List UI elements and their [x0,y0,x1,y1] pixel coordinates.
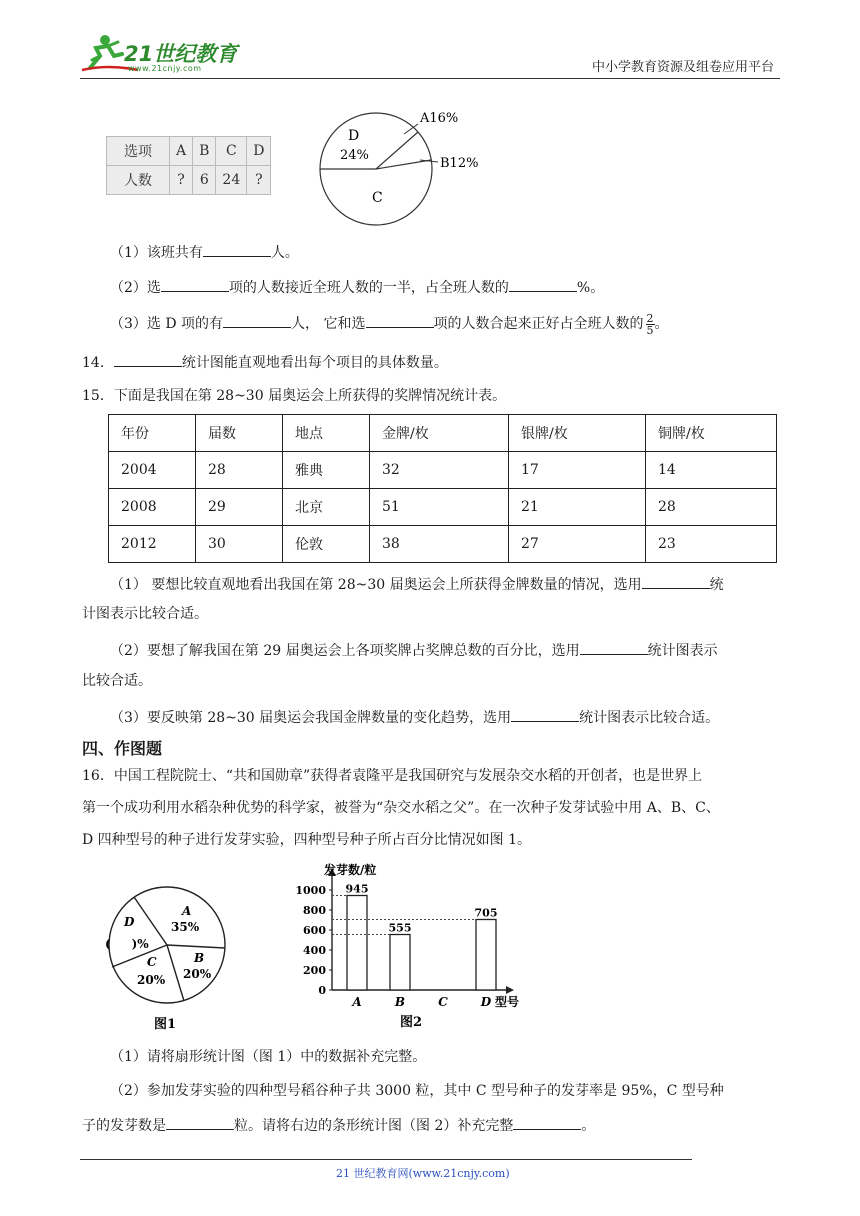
table-cell: ? [247,166,271,195]
q13-sub3-suffix: 项的人数合起来正好占全班人数的 [433,316,644,332]
q13-sub2-suffix: %。 [576,280,605,296]
answer-blank[interactable] [509,276,577,292]
table-cell: 24 [216,166,247,195]
fig1-label-d: D [124,915,135,929]
table-cell: 32 [370,452,509,489]
table-header: 铜牌/枚 [646,415,777,452]
table-cell: 51 [370,489,509,526]
medal-table [108,414,777,563]
q15-sub1-tail: 统 [709,577,724,593]
table-cell: 29 [196,489,283,526]
fig1-label-c: C [147,955,157,969]
q15-sub2-text: （2）要想了解我国在第 29 届奥运会上各项奖牌占奖牌总数的百分比，选用 [110,643,580,659]
table-cell: B [193,137,216,166]
table-header: 届数 [196,415,283,452]
answer-blank[interactable] [513,1114,581,1130]
bar-value-label: 555 [388,921,412,935]
table-cell: 北京 [283,489,370,526]
bar-value-label: 705 [474,906,498,920]
table-cell: 17 [509,452,646,489]
answer-blank[interactable] [161,276,229,292]
q15-sub1 [110,573,724,595]
q13-sub3-mid: 人， 它和选 [291,316,366,332]
q15-sub1-text: （1） 要想比较直观地看出我国在第 28~30 届奥运会上所获得金牌数量的情况，选用 [110,577,642,593]
q16-line1: 16．中国工程院院士、“共和国勋章”获得者袁隆平是我国研究与发展杂交水稻的开创者，也是世界上 [82,768,703,784]
table-cell: 雅典 [283,452,370,489]
q13-sub3-end: 。 [654,316,669,332]
fig1-caption: 图1 [154,1017,177,1032]
table-header: 地点 [283,415,370,452]
x-tick-label: A [352,995,362,1009]
seed-bar-chart [290,860,540,1032]
table-cell: D [247,137,271,166]
table-cell: 伦敦 [283,526,370,563]
q14 [82,351,448,373]
fig1-pct-d: ( )% [105,937,149,951]
answer-blank[interactable] [203,241,271,257]
x-axis-arrow [506,986,514,994]
fig1-label-b: B [194,951,205,965]
table-cell: 2012 [109,526,196,563]
y-tick-label: 400 [303,944,326,957]
fig1-pct-c: 20% [137,973,166,987]
q16-sub2-cont [82,1114,595,1136]
pie-label-b: B12% [440,156,479,171]
platform-name: 中小学教育资源及组卷应用平台 [592,60,775,75]
q15-sub2-tail: 统计图表示 [647,643,718,659]
seed-pie-chart [102,870,242,1032]
table-cell: C [216,137,247,166]
answer-blank[interactable] [366,312,434,328]
answer-blank[interactable] [166,1114,234,1130]
table-cell: 选项 [107,137,170,166]
q16-sub2-end: 。 [581,1118,596,1134]
table-header: 银牌/枚 [509,415,646,452]
pie-label-d: D [348,128,360,144]
table-cell: 14 [646,452,777,489]
y-tick-label: 800 [303,904,326,917]
q13-sub3 [110,312,669,336]
option-table [106,136,271,195]
x-tick-label: B [394,995,406,1009]
q15-sub3-tail: 统计图表示比较合适。 [579,710,720,726]
table-cell: 6 [193,166,216,195]
q16-sub2: （2）参加发芽实验的四种型号稻谷种子共 3000 粒，其中 C 型号种子的发芽率是 95%，C 型号种 [110,1083,724,1099]
chart-caption: 图2 [400,1015,423,1030]
table-cell: 28 [196,452,283,489]
q16-sub2-mid: 粒。请将右边的条形统计图（图 2）补充完整 [234,1118,514,1134]
table-row [107,166,271,195]
table-cell: 23 [646,526,777,563]
table-header: 年份 [109,415,196,452]
q14-number: 14． [82,355,114,371]
table-cell: 28 [646,489,777,526]
header-divider [80,78,780,79]
table-row [109,452,777,489]
bar [347,896,367,991]
x-tick-label: C [438,995,448,1009]
q13-sub3-prefix: （3）选 D 项的有 [110,316,224,332]
section-title: 四、作图题 [82,739,163,758]
x-axis-label: 型号 [495,995,520,1009]
pie-label-d-pct: 24% [340,148,369,163]
q13-sub2 [110,276,604,298]
q15-intro: 15．下面是我国在第 28~30 届奥运会上所获得的奖牌情况统计表。 [82,388,507,404]
table-cell: 人数 [107,166,170,195]
table-cell: 38 [370,526,509,563]
table-cell: 2004 [109,452,196,489]
q15-sub1-cont: 计图表示比较合适。 [82,606,208,622]
footer-text: 21 世纪教育网(www.21cnjy.com) [336,1167,510,1180]
table-cell: 2008 [109,489,196,526]
fig1-label-a: A [182,904,192,918]
y-tick-label: 200 [303,964,326,977]
bar [476,920,496,991]
q13-sub1 [110,241,299,263]
logo-subtext: www.21cnjy.com [128,64,202,73]
q13-sub1-suffix: 人。 [270,245,299,261]
q13-sub2-mid: 项的人数接近全班人数的一半，占全班人数的 [228,280,509,296]
table-cell: A [170,137,193,166]
q14-text: 统计图能直观地看出每个项目的具体数量。 [181,355,448,371]
fig1-pct-b: 20% [183,967,212,981]
table-cell: ? [170,166,193,195]
table-cell: 21 [509,489,646,526]
q16-line3: D 四种型号的种子进行发芽实验，四种型号种子所占百分比情况如图 1。 [82,832,532,848]
q15-sub3-text: （3）要反映第 28~30 届奥运会我国金牌数量的变化趋势，选用 [110,710,512,726]
answer-blank[interactable] [580,639,648,655]
fig1-pct-a: 35% [171,920,200,934]
q15-sub3 [110,706,719,728]
q16-sub1: （1）请将扇形统计图（图 1）中的数据补充完整。 [110,1049,427,1065]
bar-value-label: 945 [345,882,369,896]
table-row [109,526,777,563]
logo-text: 21世纪教育 [124,42,238,66]
pie-label-a: A16% [420,111,459,126]
y-axis-label: 发芽数/粒 [324,863,377,877]
y-tick-label: 1000 [295,884,326,897]
table-row [107,137,271,166]
table-header-row [109,415,777,452]
answer-blank[interactable] [642,573,710,589]
bar [390,935,410,991]
table-row [109,489,777,526]
q13-sub1-prefix: （1）该班共有 [110,245,203,261]
q15-sub2 [110,639,718,661]
pie-label-c: C [372,190,383,206]
answer-blank[interactable] [114,351,182,367]
q13-sub2-prefix: （2）选 [110,280,161,296]
answer-blank[interactable] [223,312,291,328]
y-tick-label: 600 [303,924,326,937]
survey-pie-chart [316,104,516,234]
table-header: 金牌/枚 [370,415,509,452]
q15-sub2-cont: 比较合适。 [82,673,152,689]
answer-blank[interactable] [511,706,579,722]
table-cell: 27 [509,526,646,563]
q16-line2: 第一个成功利用水稻杂种优势的科学家，被誉为“杂交水稻之父”。在一次种子发芽试验中用 A、B、C、 [82,800,720,816]
q16-sub2-text: 子的发芽数是 [82,1118,166,1134]
y-tick-label: 0 [318,984,326,997]
footer-divider [80,1159,692,1160]
fraction: $\frac{2}{5}$ [646,311,654,337]
table-cell: 30 [196,526,283,563]
x-tick-label: D [480,995,492,1009]
